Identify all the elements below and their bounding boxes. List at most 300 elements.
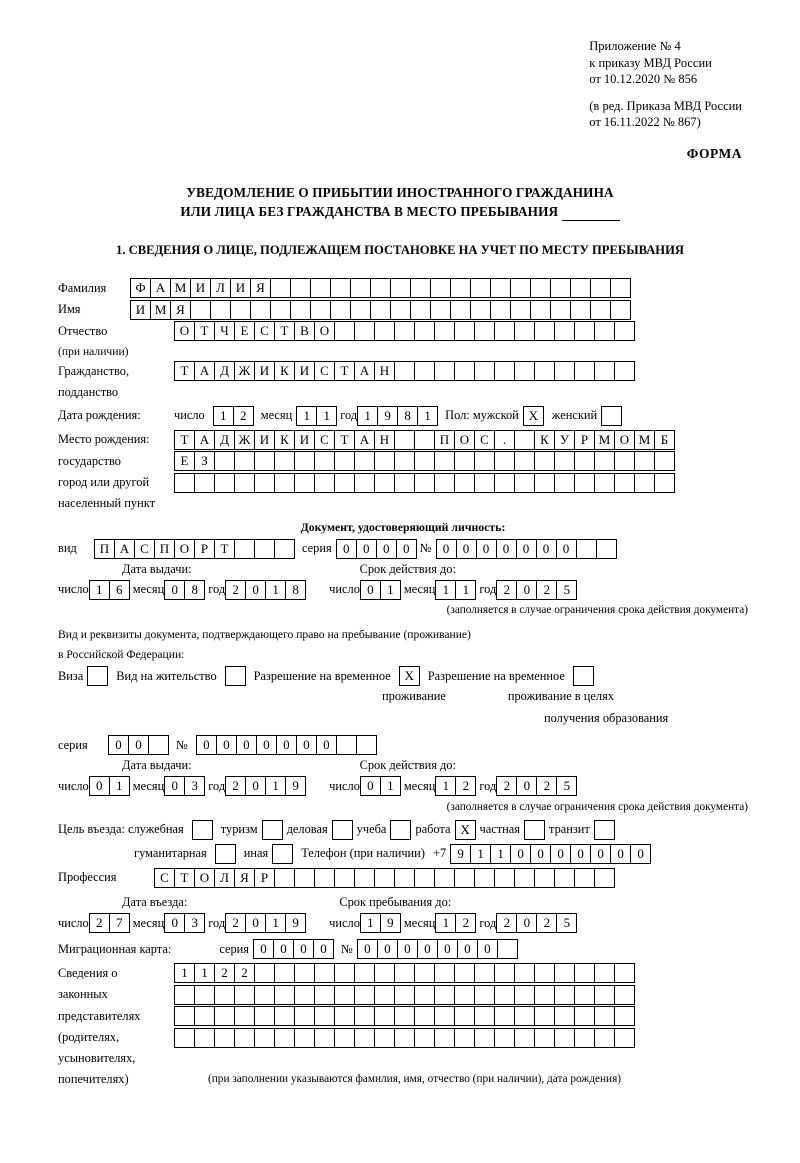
char-cell[interactable]: Ф [130,278,151,298]
char-cell[interactable]: 1 [435,776,456,796]
name-input[interactable] [130,300,630,320]
char-cell[interactable] [390,278,411,298]
char-cell[interactable]: Ч [214,321,235,341]
char-cell[interactable]: 1 [109,776,130,796]
char-cell[interactable] [474,361,495,381]
char-cell[interactable]: 0 [245,913,266,933]
permit-number-input[interactable] [196,735,376,755]
char-cell[interactable] [250,300,271,320]
char-cell[interactable]: И [130,300,151,320]
char-cell[interactable] [190,300,211,320]
char-cell[interactable]: 0 [245,776,266,796]
char-cell[interactable]: Я [250,278,271,298]
char-cell[interactable]: П [154,539,175,559]
char-cell[interactable] [314,985,335,1005]
char-cell[interactable]: Т [334,361,355,381]
char-cell[interactable]: 0 [360,776,381,796]
char-cell[interactable]: 1 [435,580,456,600]
char-cell[interactable]: О [614,430,635,450]
char-cell[interactable] [414,985,435,1005]
char-cell[interactable] [254,451,275,471]
char-cell[interactable]: 9 [377,406,398,426]
char-cell[interactable]: 1 [296,406,317,426]
char-cell[interactable] [534,1006,555,1026]
char-cell[interactable] [434,361,455,381]
char-cell[interactable] [374,963,395,983]
char-cell[interactable]: 7 [109,913,130,933]
permit-issue-day-input[interactable] [89,776,129,796]
char-cell[interactable] [554,1028,575,1048]
purpose-business-checkbox[interactable] [332,820,353,840]
char-cell[interactable] [450,278,471,298]
char-cell[interactable] [530,300,551,320]
char-cell[interactable]: А [114,539,135,559]
char-cell[interactable]: 0 [273,939,294,959]
char-cell[interactable] [654,451,675,471]
char-cell[interactable] [294,1006,315,1026]
char-cell[interactable] [474,1028,495,1048]
char-cell[interactable]: З [194,451,215,471]
char-cell[interactable]: Л [214,868,235,888]
char-cell[interactable]: 8 [397,406,418,426]
char-cell[interactable]: 0 [377,939,398,959]
char-cell[interactable]: 0 [550,844,571,864]
char-cell[interactable] [514,868,535,888]
residence-permit-checkbox[interactable] [225,666,246,686]
char-cell[interactable] [596,539,617,559]
char-cell[interactable]: 2 [89,913,110,933]
permit-valid-year-input[interactable] [496,776,576,796]
char-cell[interactable] [574,1028,595,1048]
char-cell[interactable]: 0 [164,580,185,600]
char-cell[interactable]: 0 [417,939,438,959]
char-cell[interactable] [174,985,195,1005]
char-cell[interactable] [274,539,295,559]
char-cell[interactable]: 5 [556,776,577,796]
char-cell[interactable]: 1 [194,963,215,983]
char-cell[interactable] [494,868,515,888]
char-cell[interactable]: 0 [570,844,591,864]
char-cell[interactable] [454,321,475,341]
char-cell[interactable]: 1 [213,406,234,426]
char-cell[interactable] [610,300,631,320]
char-cell[interactable]: С [134,539,155,559]
char-cell[interactable]: П [434,430,455,450]
char-cell[interactable] [454,361,475,381]
char-cell[interactable] [554,963,575,983]
char-cell[interactable] [354,473,375,493]
char-cell[interactable] [334,1028,355,1048]
char-cell[interactable] [434,868,455,888]
char-cell[interactable] [314,451,335,471]
purpose-humanitarian-checkbox[interactable] [215,844,236,864]
char-cell[interactable]: Е [234,321,255,341]
char-cell[interactable]: 0 [216,735,237,755]
char-cell[interactable]: 0 [296,735,317,755]
char-cell[interactable] [574,963,595,983]
char-cell[interactable] [274,1006,295,1026]
char-cell[interactable]: 0 [457,939,478,959]
char-cell[interactable] [454,963,475,983]
char-cell[interactable] [434,985,455,1005]
char-cell[interactable]: И [230,278,251,298]
char-cell[interactable]: 1 [265,913,286,933]
char-cell[interactable]: 2 [225,580,246,600]
char-cell[interactable] [354,963,375,983]
char-cell[interactable]: 1 [490,844,511,864]
char-cell[interactable] [470,278,491,298]
permit-valid-month-input[interactable] [435,776,475,796]
char-cell[interactable] [574,1006,595,1026]
char-cell[interactable]: Т [214,539,235,559]
char-cell[interactable] [554,1006,575,1026]
char-cell[interactable]: 5 [556,913,577,933]
char-cell[interactable]: Р [574,430,595,450]
birth-day-input[interactable] [213,406,253,426]
doc-issue-day-input[interactable] [89,580,129,600]
char-cell[interactable] [474,1006,495,1026]
char-cell[interactable]: 0 [245,580,266,600]
char-cell[interactable] [234,539,255,559]
char-cell[interactable] [194,985,215,1005]
char-cell[interactable] [634,451,655,471]
char-cell[interactable]: 0 [510,844,531,864]
char-cell[interactable] [554,361,575,381]
char-cell[interactable]: 3 [184,913,205,933]
visa-checkbox[interactable] [87,666,108,686]
char-cell[interactable]: Н [374,430,395,450]
char-cell[interactable]: 0 [556,539,577,559]
char-cell[interactable]: 9 [450,844,471,864]
char-cell[interactable] [494,451,515,471]
permit-issue-month-input[interactable] [164,776,204,796]
char-cell[interactable] [274,1028,295,1048]
char-cell[interactable] [454,1028,475,1048]
char-cell[interactable] [594,1028,615,1048]
purpose-tourism-checkbox[interactable] [262,820,283,840]
char-cell[interactable] [334,963,355,983]
char-cell[interactable] [534,361,555,381]
char-cell[interactable] [314,963,335,983]
char-cell[interactable]: Т [174,361,195,381]
char-cell[interactable]: 2 [225,913,246,933]
char-cell[interactable] [454,1006,475,1026]
char-cell[interactable] [330,300,351,320]
birthplace-input-row-3[interactable] [174,473,674,493]
char-cell[interactable]: С [314,430,335,450]
migration-number-input[interactable] [357,939,517,959]
char-cell[interactable] [254,963,275,983]
char-cell[interactable] [274,868,295,888]
char-cell[interactable] [470,300,491,320]
char-cell[interactable] [214,1028,235,1048]
char-cell[interactable]: 1 [455,580,476,600]
char-cell[interactable] [394,963,415,983]
char-cell[interactable] [354,1028,375,1048]
char-cell[interactable] [214,1006,235,1026]
char-cell[interactable]: 2 [536,913,557,933]
permit-issue-year-input[interactable] [225,776,305,796]
char-cell[interactable]: 1 [435,913,456,933]
char-cell[interactable]: 9 [380,913,401,933]
doc-valid-year-input[interactable] [496,580,576,600]
char-cell[interactable]: Ж [234,361,255,381]
char-cell[interactable] [494,963,515,983]
char-cell[interactable] [634,473,655,493]
char-cell[interactable] [474,985,495,1005]
char-cell[interactable] [434,321,455,341]
char-cell[interactable] [510,278,531,298]
char-cell[interactable]: Я [170,300,191,320]
char-cell[interactable]: 0 [530,844,551,864]
char-cell[interactable] [214,473,235,493]
char-cell[interactable]: М [170,278,191,298]
char-cell[interactable] [374,868,395,888]
char-cell[interactable] [234,451,255,471]
document-number-input[interactable] [436,539,616,559]
char-cell[interactable] [290,278,311,298]
char-cell[interactable] [570,300,591,320]
char-cell[interactable] [394,868,415,888]
purpose-study-checkbox[interactable] [390,820,411,840]
char-cell[interactable]: 0 [164,776,185,796]
char-cell[interactable] [374,1028,395,1048]
char-cell[interactable]: 0 [437,939,458,959]
char-cell[interactable]: М [634,430,655,450]
char-cell[interactable] [294,985,315,1005]
char-cell[interactable] [574,985,595,1005]
birth-month-input[interactable] [296,406,336,426]
char-cell[interactable] [554,985,575,1005]
char-cell[interactable] [450,300,471,320]
char-cell[interactable] [294,963,315,983]
char-cell[interactable]: Н [374,361,395,381]
char-cell[interactable]: 1 [380,580,401,600]
char-cell[interactable] [494,361,515,381]
char-cell[interactable] [490,278,511,298]
char-cell[interactable]: Р [194,539,215,559]
char-cell[interactable]: 0 [397,939,418,959]
char-cell[interactable]: Я [234,868,255,888]
char-cell[interactable] [590,300,611,320]
surname-input[interactable] [130,278,630,298]
char-cell[interactable] [614,361,635,381]
char-cell[interactable] [290,300,311,320]
char-cell[interactable] [510,300,531,320]
char-cell[interactable] [414,1028,435,1048]
char-cell[interactable]: 0 [477,939,498,959]
char-cell[interactable]: С [474,430,495,450]
char-cell[interactable] [334,1006,355,1026]
char-cell[interactable] [594,451,615,471]
char-cell[interactable]: 0 [164,913,185,933]
char-cell[interactable] [354,451,375,471]
purpose-transit-checkbox[interactable] [594,820,615,840]
char-cell[interactable] [374,1006,395,1026]
char-cell[interactable]: И [254,430,275,450]
char-cell[interactable] [454,451,475,471]
char-cell[interactable]: 0 [610,844,631,864]
char-cell[interactable] [514,430,535,450]
char-cell[interactable]: 2 [225,776,246,796]
char-cell[interactable] [534,321,555,341]
char-cell[interactable] [354,1006,375,1026]
char-cell[interactable]: 1 [174,963,195,983]
char-cell[interactable]: А [354,430,375,450]
char-cell[interactable] [474,473,495,493]
char-cell[interactable]: Б [654,430,675,450]
char-cell[interactable]: 0 [128,735,149,755]
char-cell[interactable] [610,278,631,298]
char-cell[interactable]: 2 [496,776,517,796]
char-cell[interactable]: А [354,361,375,381]
char-cell[interactable] [534,473,555,493]
char-cell[interactable] [614,963,635,983]
char-cell[interactable] [294,1028,315,1048]
citizenship-input[interactable] [174,361,634,381]
birthplace-input-row-2[interactable] [174,451,674,471]
char-cell[interactable]: 9 [285,913,306,933]
char-cell[interactable]: 1 [265,776,286,796]
char-cell[interactable] [594,985,615,1005]
char-cell[interactable] [434,1006,455,1026]
char-cell[interactable] [514,451,535,471]
char-cell[interactable]: Л [210,278,231,298]
char-cell[interactable] [514,321,535,341]
char-cell[interactable] [234,1028,255,1048]
char-cell[interactable] [594,963,615,983]
char-cell[interactable] [174,1006,195,1026]
char-cell[interactable] [230,300,251,320]
char-cell[interactable] [494,985,515,1005]
char-cell[interactable]: 2 [496,580,517,600]
permit-valid-day-input[interactable] [360,776,400,796]
char-cell[interactable]: С [154,868,175,888]
char-cell[interactable] [350,278,371,298]
char-cell[interactable] [374,451,395,471]
char-cell[interactable] [574,868,595,888]
char-cell[interactable] [574,321,595,341]
char-cell[interactable] [514,1006,535,1026]
stay-day-input[interactable] [360,913,400,933]
birthplace-input-row-1[interactable] [174,430,674,450]
char-cell[interactable] [270,300,291,320]
char-cell[interactable] [254,473,275,493]
char-cell[interactable] [554,451,575,471]
char-cell[interactable] [310,278,331,298]
char-cell[interactable]: 2 [234,963,255,983]
char-cell[interactable]: 0 [357,939,378,959]
char-cell[interactable] [454,473,475,493]
char-cell[interactable] [614,451,635,471]
char-cell[interactable] [214,451,235,471]
char-cell[interactable]: 2 [536,776,557,796]
char-cell[interactable]: 6 [109,580,130,600]
char-cell[interactable] [194,1006,215,1026]
char-cell[interactable] [530,278,551,298]
char-cell[interactable] [234,985,255,1005]
char-cell[interactable] [334,868,355,888]
char-cell[interactable] [314,1028,335,1048]
char-cell[interactable]: 2 [233,406,254,426]
purpose-service-checkbox[interactable] [192,820,213,840]
legal-rep-input-row-4[interactable] [174,1028,634,1048]
char-cell[interactable]: К [534,430,555,450]
char-cell[interactable] [614,1028,635,1048]
char-cell[interactable]: В [294,321,315,341]
char-cell[interactable] [454,868,475,888]
entry-month-input[interactable] [164,913,204,933]
char-cell[interactable] [148,735,169,755]
char-cell[interactable]: О [174,539,195,559]
char-cell[interactable]: А [150,278,171,298]
char-cell[interactable]: 2 [214,963,235,983]
purpose-other-checkbox[interactable] [272,844,293,864]
char-cell[interactable]: И [254,361,275,381]
edu-residence-checkbox[interactable] [573,666,594,686]
char-cell[interactable] [474,321,495,341]
char-cell[interactable] [454,985,475,1005]
char-cell[interactable]: А [194,361,215,381]
char-cell[interactable]: Е [174,451,195,471]
char-cell[interactable] [494,473,515,493]
char-cell[interactable] [414,321,435,341]
char-cell[interactable] [434,473,455,493]
char-cell[interactable] [434,1028,455,1048]
char-cell[interactable]: 1 [316,406,337,426]
char-cell[interactable] [574,473,595,493]
char-cell[interactable]: 9 [285,776,306,796]
char-cell[interactable]: М [594,430,615,450]
purpose-private-checkbox[interactable] [524,820,545,840]
char-cell[interactable] [494,321,515,341]
stay-year-input[interactable] [496,913,576,933]
char-cell[interactable]: 1 [89,580,110,600]
char-cell[interactable] [594,361,615,381]
char-cell[interactable]: 3 [184,776,205,796]
char-cell[interactable]: О [174,321,195,341]
char-cell[interactable]: 0 [236,735,257,755]
char-cell[interactable] [330,278,351,298]
char-cell[interactable]: 0 [516,776,537,796]
char-cell[interactable] [410,300,431,320]
char-cell[interactable] [354,321,375,341]
char-cell[interactable]: Ж [234,430,255,450]
char-cell[interactable] [356,735,377,755]
char-cell[interactable]: 1 [380,776,401,796]
doc-issue-year-input[interactable] [225,580,305,600]
char-cell[interactable]: Р [254,868,275,888]
char-cell[interactable] [310,300,331,320]
char-cell[interactable]: 2 [455,776,476,796]
char-cell[interactable] [254,1028,275,1048]
char-cell[interactable]: 0 [196,735,217,755]
char-cell[interactable] [594,868,615,888]
legal-rep-input-row-1[interactable] [174,963,634,983]
char-cell[interactable] [314,868,335,888]
char-cell[interactable] [354,868,375,888]
char-cell[interactable]: 1 [417,406,438,426]
char-cell[interactable]: Т [274,321,295,341]
char-cell[interactable] [474,868,495,888]
char-cell[interactable] [294,451,315,471]
char-cell[interactable]: У [554,430,575,450]
char-cell[interactable] [554,868,575,888]
char-cell[interactable]: 0 [293,939,314,959]
char-cell[interactable] [514,473,535,493]
permit-series-input[interactable] [108,735,168,755]
char-cell[interactable] [394,451,415,471]
